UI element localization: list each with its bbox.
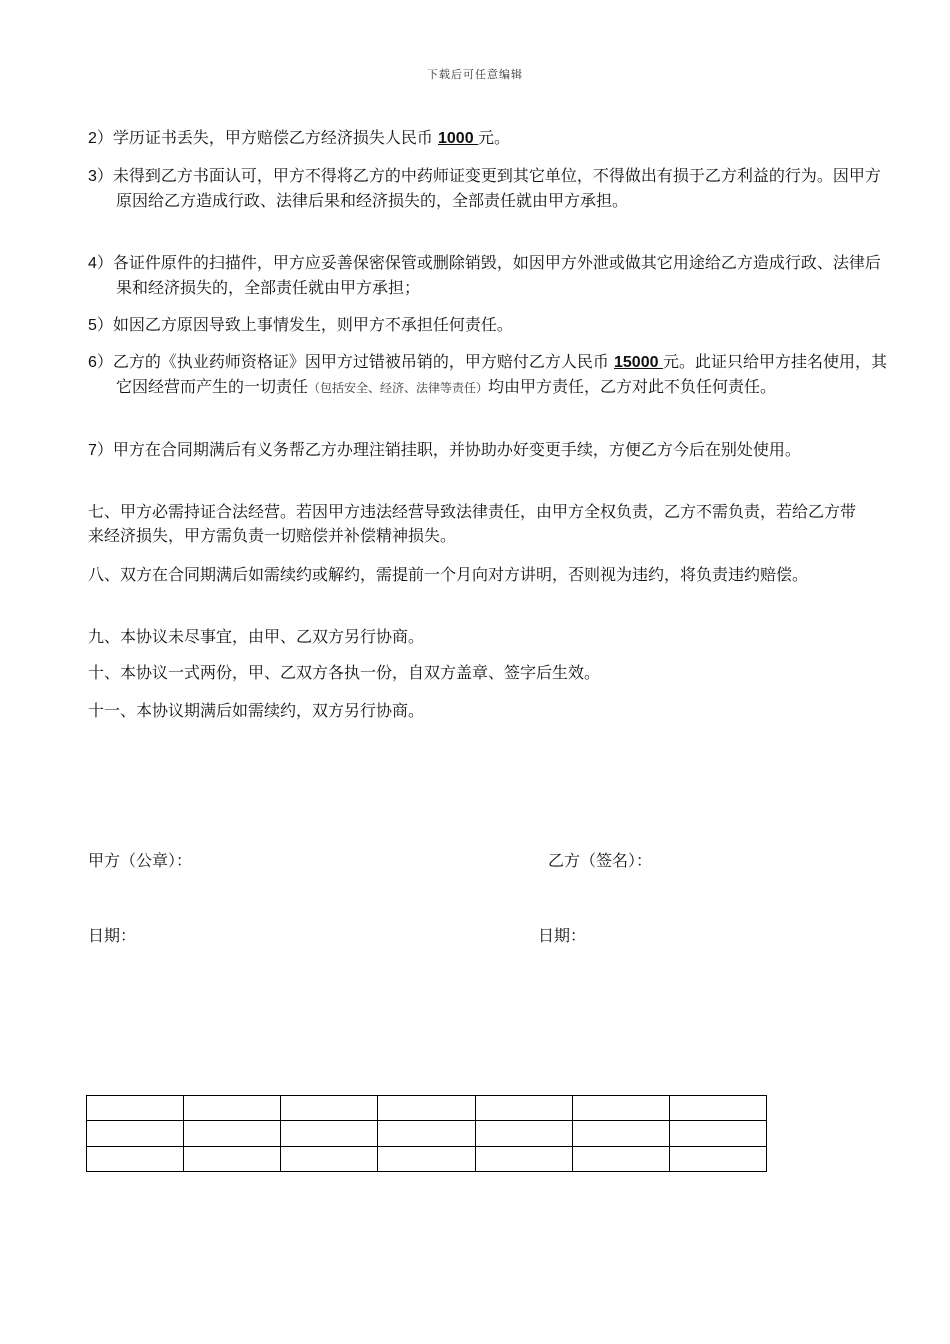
table-cell	[184, 1146, 281, 1171]
item-text: 甲方在合同期满后有义务帮乙方办理注销挂职，并协助办好变更手续，方便乙方今后在别处使用。	[112, 440, 801, 459]
table-cell	[475, 1121, 572, 1146]
clause-eight: 八、双方在合同期满后如需续约或解约，需提前一个月向对方讲明，否则视为违约，将负责违约赔偿。	[88, 565, 809, 584]
table-row	[87, 1146, 767, 1171]
clause-eleven: 十一、本协议期满后如需续约，双方另行协商。	[88, 701, 425, 720]
table-cell	[281, 1096, 378, 1121]
table-cell	[87, 1096, 184, 1121]
amount-value: 15000	[614, 354, 663, 371]
table-cell	[87, 1146, 184, 1171]
table-cell	[184, 1096, 281, 1121]
party-a-seal-label: 甲方（公章）：	[88, 851, 193, 870]
item-text: 如因乙方原因导致上事情发生，则甲方不承担任何责任。	[112, 315, 513, 334]
clause-nine: 九、本协议未尽事宜，由甲、乙双方另行协商。	[88, 627, 425, 646]
item-text: 乙方的《执业药师资格证》因甲方过错被吊销的，甲方赔付乙方人民币	[112, 352, 614, 371]
table-cell	[572, 1121, 669, 1146]
list-item-7	[88, 438, 891, 463]
list-item-3	[88, 164, 891, 213]
item-text-end: 均由甲方责任，乙方对此不负任何责任。	[488, 377, 777, 396]
item-text-note: （包括安全、经济、法律等责任）	[308, 381, 489, 395]
table-cell	[87, 1121, 184, 1146]
party-a-date-label: 日期：	[88, 926, 137, 945]
party-b-signature-label: 乙方（签名）：	[548, 851, 653, 870]
page-header-note: 下载后可任意编辑	[427, 68, 523, 81]
item-text: 未得到乙方书面认可，甲方不得将乙方的中药师证变更到其它单位，不得做出有损于乙方利益的行为。因甲方原因给乙方造成行政、法律后果和经济损失的，全部责任就由甲方承担。	[112, 166, 881, 210]
table-cell	[378, 1146, 475, 1171]
table-cell	[184, 1121, 281, 1146]
table-cell	[475, 1146, 572, 1171]
clause-ten: 十、本协议一式两份，甲、乙双方各执一份，自双方盖章、签字后生效。	[88, 663, 601, 682]
table-row	[87, 1096, 767, 1121]
table-cell	[475, 1096, 572, 1121]
item-text-middle: 元。此证只给甲方挂名使用，其它因经营而产生的一切责任	[116, 352, 887, 396]
item-number: 4）	[88, 255, 113, 272]
list-item-2	[88, 126, 891, 151]
table-row	[87, 1121, 767, 1146]
item-number: 6）	[88, 354, 113, 371]
table-cell	[378, 1096, 475, 1121]
item-number: 5）	[88, 317, 113, 334]
clause-seven: 七、甲方必需持证合法经营。若因甲方违法经营导致法律责任，由甲方全权负责，乙方不需负责，若给乙方带来经济损失，甲方需负责一切赔偿并补偿精神损失。	[88, 502, 857, 545]
item-number: 2）	[88, 130, 113, 147]
item-text-end: 元。	[478, 128, 511, 147]
blank-table	[86, 1095, 767, 1172]
table-cell	[378, 1121, 475, 1146]
list-item-6	[88, 350, 891, 400]
table-cell	[669, 1121, 766, 1146]
item-text: 各证件原件的扫描件，甲方应妥善保密保管或删除销毁，如因甲方外泄或做其它用途给乙方造成行政、法律后果和经济损失的，全部责任就由甲方承担；	[112, 253, 881, 297]
item-number: 3）	[88, 168, 113, 185]
list-item-4	[88, 251, 891, 300]
amount-value: 1000	[438, 130, 479, 147]
item-number: 7）	[88, 442, 113, 459]
table-cell	[669, 1096, 766, 1121]
list-item-5	[88, 313, 891, 338]
table-cell	[669, 1146, 766, 1171]
table-cell	[281, 1121, 378, 1146]
table-cell	[572, 1146, 669, 1171]
item-text: 学历证书丢失，甲方赔偿乙方经济损失人民币	[112, 128, 438, 147]
table-cell	[281, 1146, 378, 1171]
party-b-date-label: 日期：	[538, 926, 587, 945]
table-cell	[572, 1096, 669, 1121]
